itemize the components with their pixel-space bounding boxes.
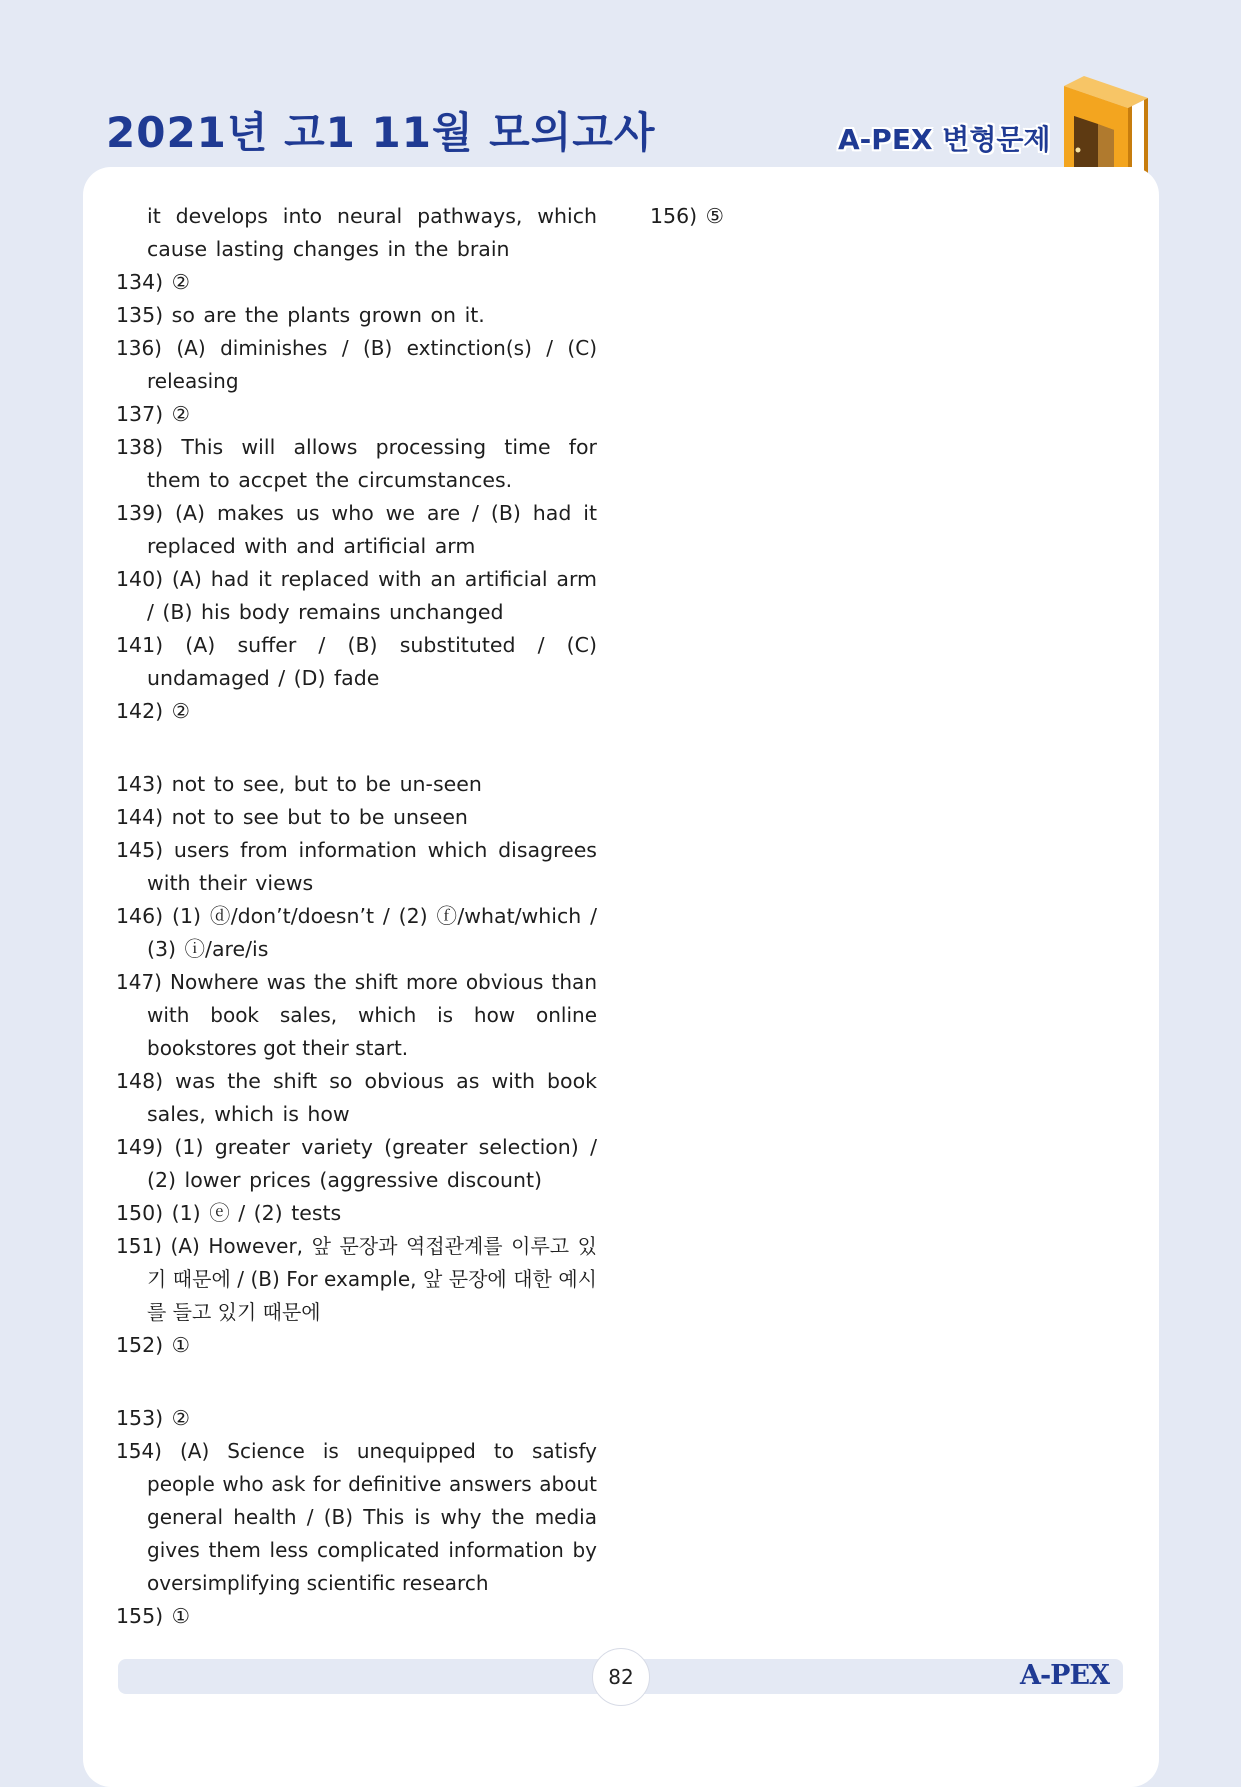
footer-logo: A-PEX bbox=[1020, 1660, 1109, 1691]
answer-item: 139) (A) makes us who we are / (B) had it replaced with and artificial arm bbox=[116, 501, 597, 558]
answer-item: 145) users from information which disagrees with their views bbox=[116, 838, 597, 895]
answer-item: 142) ② bbox=[116, 699, 191, 723]
answer-item: 135) so are the plants grown on it. bbox=[116, 303, 485, 327]
answer-item: 148) was the shift so obvious as with book sales, which is how bbox=[116, 1069, 597, 1126]
answer-item: 155) ① bbox=[116, 1604, 191, 1628]
answer-item: 146) (1) ⓓ/don’t/doesn’t / (2) ⓕ/what/which / (3) ⓘ/are/is bbox=[116, 904, 597, 961]
page-number: 82 bbox=[592, 1648, 650, 1706]
answer-item: 151) (A) However, 앞 문장과 역접관계를 이루고 있기 때문에 / (B) For example, 앞 문장에 대한 예시를 들고 있기 때문에 bbox=[116, 1234, 597, 1324]
answer-item: 134) ② bbox=[116, 270, 191, 294]
answers-right-column bbox=[650, 200, 1090, 233]
answer-item: 149) (1) greater variety (greater selection) / (2) lower prices (aggressive discount) bbox=[116, 1135, 597, 1192]
answer-item: 147) Nowhere was the shift more obvious than with book sales, which is how online bookstores got their start. bbox=[116, 970, 597, 1060]
answer-item: 143) not to see, but to be un-seen bbox=[116, 772, 482, 796]
answer-item: 150) (1) ⓔ / (2) tests bbox=[116, 1201, 342, 1225]
answer-item: 152) ① bbox=[116, 1333, 191, 1357]
answer-item: 140) (A) had it replaced with an artificial arm / (B) his body remains unchanged bbox=[116, 567, 597, 624]
answer-item: 141) (A) suffer / (B) substituted / (C) undamaged / (D) fade bbox=[116, 633, 597, 690]
spacer bbox=[116, 728, 597, 768]
answer-item: 154) (A) Science is unequipped to satisfy people who ask for definitive answers about general health / (B) This is why the media gives them less complicated information by oversimplifying scientific research bbox=[116, 1439, 597, 1595]
answer-item: 144) not to see but to be unseen bbox=[116, 805, 468, 829]
answer-item: 137) ② bbox=[116, 402, 191, 426]
spacer bbox=[116, 1362, 597, 1402]
page-title: 2021년 고1 11월 모의고사 bbox=[106, 108, 656, 157]
answer-item: it develops into neural pathways, which cause lasting changes in the brain bbox=[147, 204, 597, 261]
answer-item: 138) This will allows processing time for them to accpet the circumstances. bbox=[116, 435, 597, 492]
answer-item: 153) ② bbox=[116, 1406, 191, 1430]
answers-left-column bbox=[116, 200, 597, 1633]
answer-item: 156) ⑤ bbox=[650, 204, 725, 228]
answer-item: 136) (A) diminishes / (B) extinction(s) / (C) releasing bbox=[116, 336, 597, 393]
brand-label: A-PEX 변형문제 bbox=[838, 123, 1051, 156]
